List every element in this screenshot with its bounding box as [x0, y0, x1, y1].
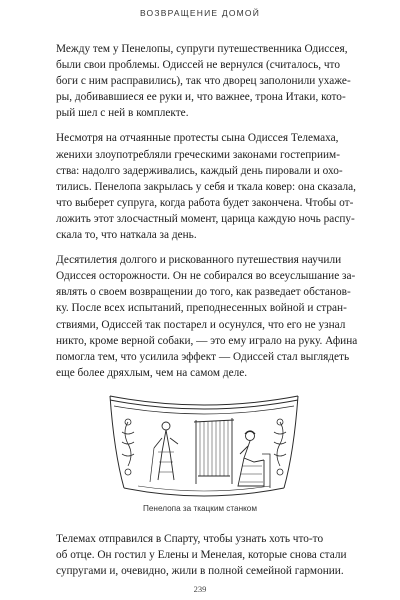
- standing-figure: [150, 422, 178, 482]
- text-line: Между тем у Пенелопы, супруги путешественника Одиссея,: [56, 43, 348, 55]
- text-line: помогла тем, что усилила эффект — Одиссей стал выглядеть: [56, 350, 350, 363]
- text-line: еще более дряхлым, чем на самом деле.: [56, 366, 248, 379]
- text-line: Одиссея осторожности. Он не собирался во всеуслышание за-: [56, 270, 356, 283]
- body-text: [34, 41, 372, 381]
- greek-vase-drawing: [104, 392, 304, 500]
- text-line: ствиями, Одиссей так постарел и осунулся, что его не узнал: [56, 318, 346, 331]
- text-line: Десятилетия долгого и рискованного путешествия научили: [56, 254, 342, 267]
- page-number: 239: [193, 584, 207, 594]
- figure-caption: Пенелопа за ткацким станком: [142, 504, 257, 513]
- text-line: ложить этот злосчастный момент, царица каждую ночь распу-: [56, 212, 355, 225]
- text-line: были свои проблемы. Одиссей не вернулся (считалось, что: [56, 59, 340, 72]
- running-head: ВОЗВРАЩЕНИЕ ДОМОЙ: [139, 8, 261, 18]
- vase-top-rim: [110, 396, 298, 405]
- seated-penelope: [238, 431, 270, 488]
- vase-left-edge: [110, 396, 124, 488]
- text-line: рый шел с ней в комплекте.: [56, 107, 189, 120]
- loom: [194, 418, 234, 484]
- text-line: что выберет супруга, когда работа будет закончена. Чтобы от-: [56, 196, 354, 209]
- text-line: женихи злоупотребляли греческими законами гостеприим-: [56, 148, 340, 161]
- paragraph-3: [34, 252, 372, 381]
- left-palmette: [122, 419, 134, 475]
- text-line: супругами и, очевидно, жили в полной семейной гармонии.: [56, 565, 344, 578]
- closing-text: [34, 531, 372, 579]
- text-line: ку. После всех испытаний, преподнесенных войной и стран-: [56, 302, 347, 315]
- text-line: Телемах отправился в Спарту, чтобы узнать хоть что-то: [56, 533, 324, 545]
- text-line: об отце. Он гостил у Елены и Менелая, которые снова стали: [56, 549, 347, 562]
- paragraph-2: [34, 130, 372, 243]
- text-line: боги с ним расправились), так что дворец заполонили ухаже-: [56, 75, 351, 88]
- meander-band: [114, 406, 294, 414]
- ground-line: [138, 486, 270, 491]
- text-line: ства: надолго задерживались, каждый день пировали и охо-: [56, 164, 343, 177]
- text-line: являть о своем возвращении до того, как разведает обстанов-: [56, 286, 351, 299]
- text-line: Несмотря на отчаянные протесты сына Одиссея Телемаха,: [56, 132, 339, 145]
- text-line: тились. Пенелопа закрылась у себя и ткала ковер: она сказала,: [56, 180, 356, 193]
- vase-right-edge: [284, 396, 298, 488]
- vase-illustration: [104, 392, 304, 500]
- text-line: ры, добивавшиеся ее руки и, что важнее, трона Итаки, кото-: [56, 91, 346, 104]
- paragraph-4: [34, 531, 372, 579]
- right-palmette: [274, 419, 286, 475]
- vase-bottom-rim: [124, 488, 284, 496]
- paragraph-1: [34, 41, 372, 121]
- text-line: скала то, что наткала за день.: [56, 229, 197, 242]
- text-line: никто, кроме верной собаки, — это ему играло на руку. Афина: [56, 334, 358, 347]
